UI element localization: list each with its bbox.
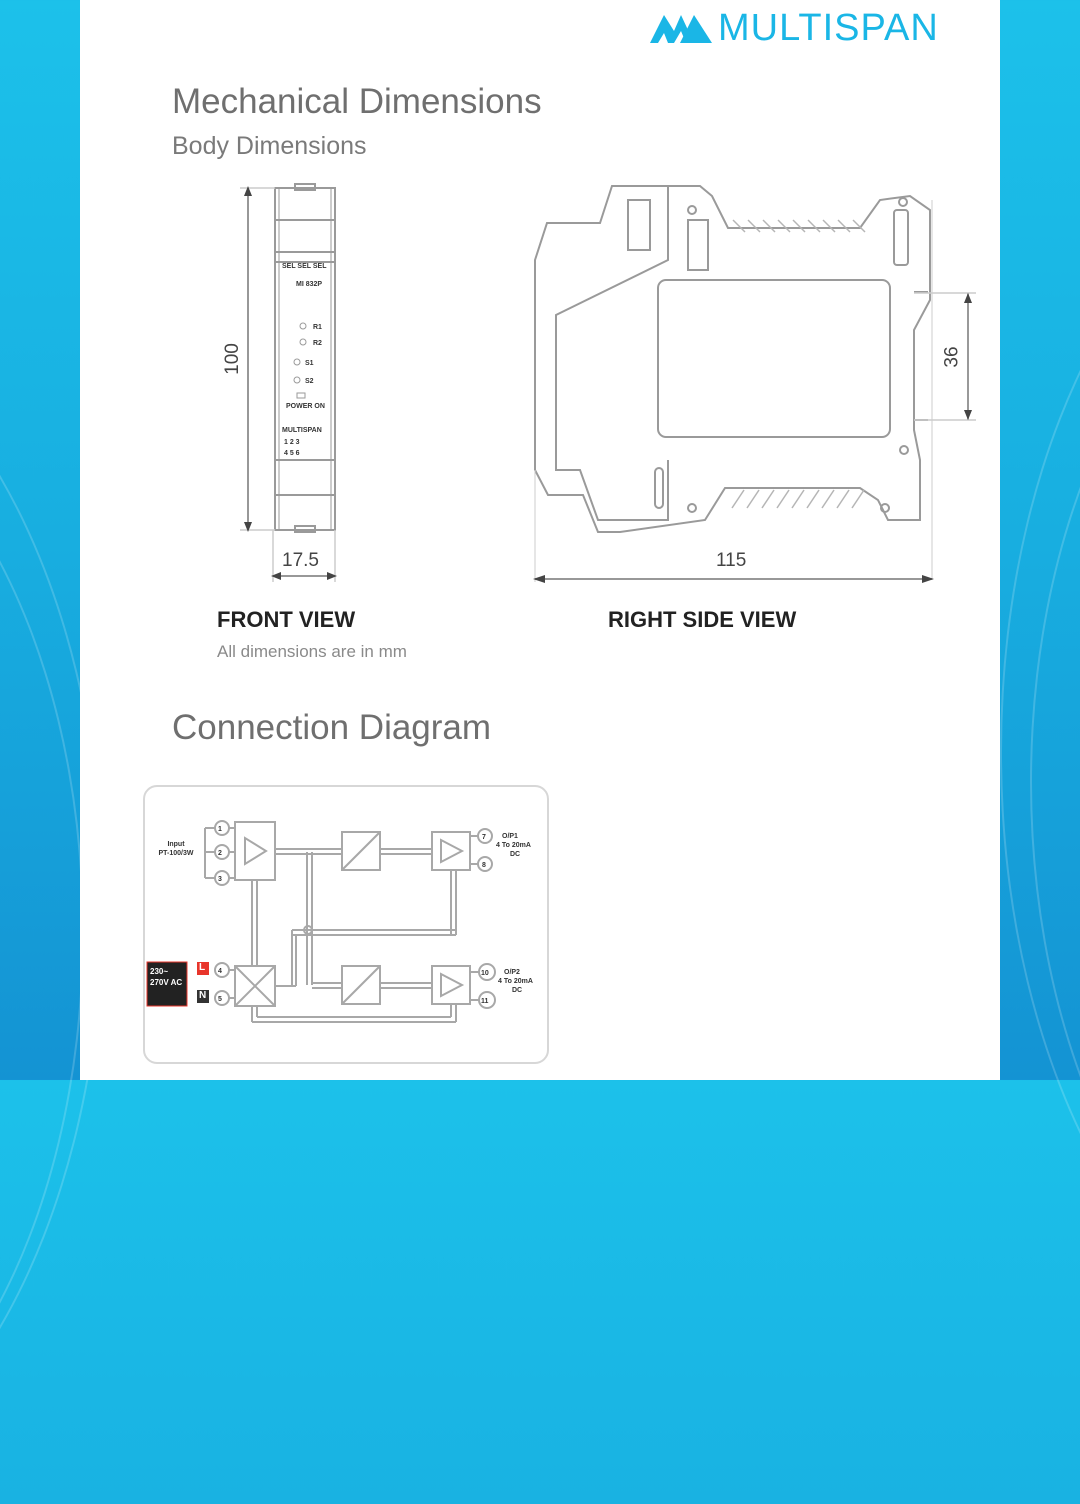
svg-text:7: 7 xyxy=(482,834,486,841)
output2-range: 4 To 20mA xyxy=(498,978,533,985)
svg-text:4 5 6: 4 5 6 xyxy=(284,450,300,457)
output2-name: O/P2 xyxy=(504,969,520,976)
svg-text:1 2 3: 1 2 3 xyxy=(284,439,300,446)
svg-text:10: 10 xyxy=(481,970,489,977)
svg-text:5: 5 xyxy=(218,996,222,1003)
section-title-mechanical: Mechanical Dimensions xyxy=(172,82,542,121)
rail-height-dimension: 36 xyxy=(941,346,963,368)
svg-text:2: 2 xyxy=(218,850,222,857)
svg-text:R1: R1 xyxy=(313,324,322,331)
svg-text:S1: S1 xyxy=(305,360,314,367)
svg-text:4: 4 xyxy=(218,968,222,975)
input-label-text: Input xyxy=(167,841,185,848)
svg-text:MI 832P: MI 832P xyxy=(296,281,323,288)
power-n-label: N xyxy=(199,990,207,1001)
power-label: 230~ 270V AC xyxy=(150,967,183,987)
svg-text:MULTISPAN: MULTISPAN xyxy=(282,427,322,434)
input-type-text: PT-100/3W xyxy=(158,850,194,857)
front-view-label: FRONT VIEW xyxy=(217,607,356,632)
front-width-dimension: 17.5 xyxy=(282,550,319,571)
svg-text:11: 11 xyxy=(481,998,489,1005)
output2-label xyxy=(498,968,533,995)
svg-text:1: 1 xyxy=(218,826,222,833)
brand-name: MULTISPAN xyxy=(718,6,939,49)
svg-text:S2: S2 xyxy=(305,378,314,385)
section-title-connection: Connection Diagram xyxy=(172,708,492,747)
front-height-dimension: 100 xyxy=(221,343,243,375)
power-l-label: L xyxy=(199,962,206,973)
units-note: All dimensions are in mm xyxy=(217,642,407,661)
side-width-dimension: 115 xyxy=(716,550,747,571)
output1-type: DC xyxy=(510,851,521,858)
svg-text:8: 8 xyxy=(482,862,486,869)
svg-text:R2: R2 xyxy=(313,340,322,347)
output1-name: O/P1 xyxy=(502,833,518,840)
svg-text:POWER ON: POWER ON xyxy=(286,403,325,410)
section-subtitle-body: Body Dimensions xyxy=(172,132,367,160)
side-view-label: RIGHT SIDE VIEW xyxy=(608,607,797,632)
svg-text:3: 3 xyxy=(218,876,222,883)
output1-label xyxy=(496,832,531,859)
output2-type: DC xyxy=(512,987,523,994)
svg-text:SEL SEL SEL: SEL SEL SEL xyxy=(282,263,327,270)
output1-range: 4 To 20mA xyxy=(496,842,531,849)
input-label xyxy=(150,840,202,858)
